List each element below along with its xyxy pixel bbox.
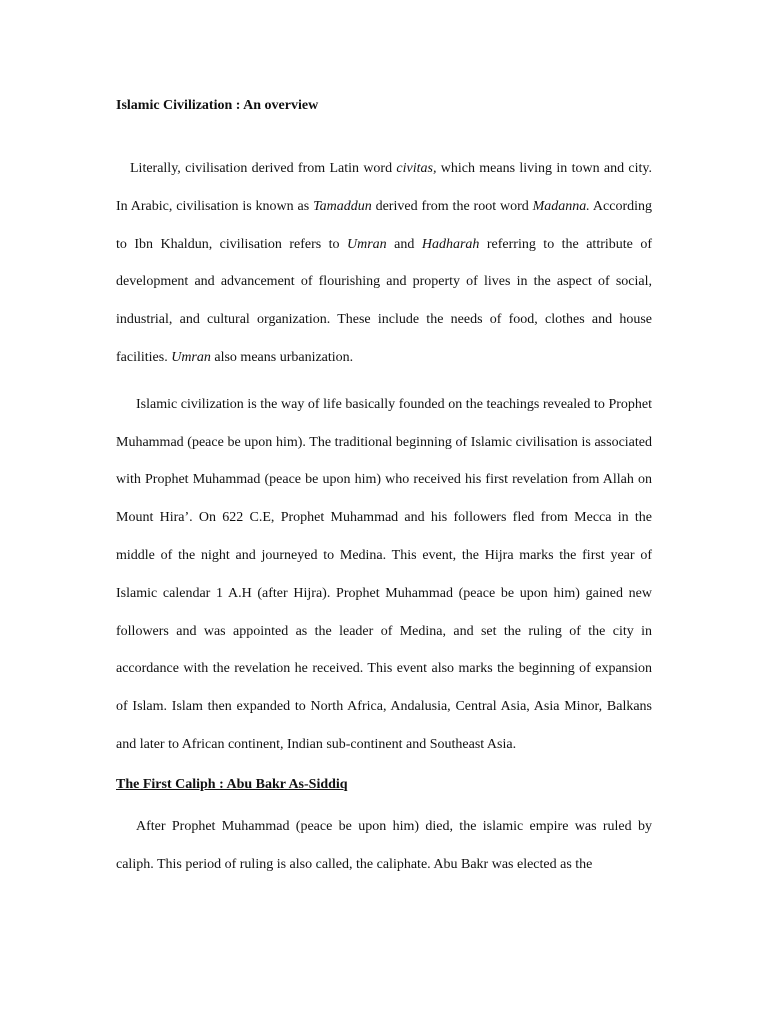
paragraph-islamic-civilization: Islamic civilization is the way of life basically founded on the teachings revealed to Prophet Muhammad (peace be upon him). The traditional beginning of Islamic civilisation is associated with Prophet Muhammad (peace be upon him) who received his first revelation from Allah on Mount Hira’. On 622 C.E, Prophet Muhammad and his followers fled from Mecca in the middle of the night and journeyed to Medina. This event, the Hijra marks the first year of Islamic calendar 1 A.H (after Hijra). Prophet Muhammad (peace be upon him) gained new followers and was appointed as the leader of Medina, and set the ruling of the city in accordance with the revelation he received. This event also marks the beginning of expansion of Islam. Islam then expanded to North Africa, Andalusia, Central Asia, Asia Minor, Balkans and later to African continent, Indian sub-continent and Southeast Asia. bbox=[116, 396, 652, 752]
emphasis-hadharah: Hadharah bbox=[421, 236, 480, 252]
paragraph-civilisation-definition bbox=[116, 150, 652, 377]
text-run: derived from the root word bbox=[371, 198, 533, 214]
text-run: Literally, civilisation derived from Latin word bbox=[130, 161, 397, 176]
document-title: Islamic Civilization : An overview bbox=[116, 98, 319, 113]
text-run: also means urbanization. bbox=[210, 349, 354, 365]
emphasis-umran-2: Umran bbox=[171, 349, 211, 365]
text-run: referring to the attribute of development and advancement of flourishing and property of lives in the aspect of social, industrial, and cultural organization. These include the needs of food, clothes and house facilities. bbox=[116, 236, 652, 365]
text-run: and bbox=[386, 236, 422, 252]
text-run: According to Ibn Khaldun, civilisation refers to bbox=[116, 198, 652, 252]
emphasis-umran: Umran bbox=[347, 236, 387, 252]
paragraph-caliphate: After Prophet Muhammad (peace be upon him) died, the islamic empire was ruled by caliph. This period of ruling is also called, the caliphate. Abu Bakr was elected as the bbox=[116, 818, 652, 872]
document-page bbox=[116, 96, 652, 883]
text-run: which means living in town and city. In Arabic, civilisation is known as bbox=[116, 161, 652, 214]
emphasis-civitas: civitas, bbox=[396, 161, 437, 176]
emphasis-madanna: Madanna. bbox=[532, 198, 590, 214]
emphasis-tamaddun: Tamaddun bbox=[313, 198, 372, 214]
section-heading-first-caliph: The First Caliph : Abu Bakr As-Siddiq bbox=[116, 776, 348, 792]
